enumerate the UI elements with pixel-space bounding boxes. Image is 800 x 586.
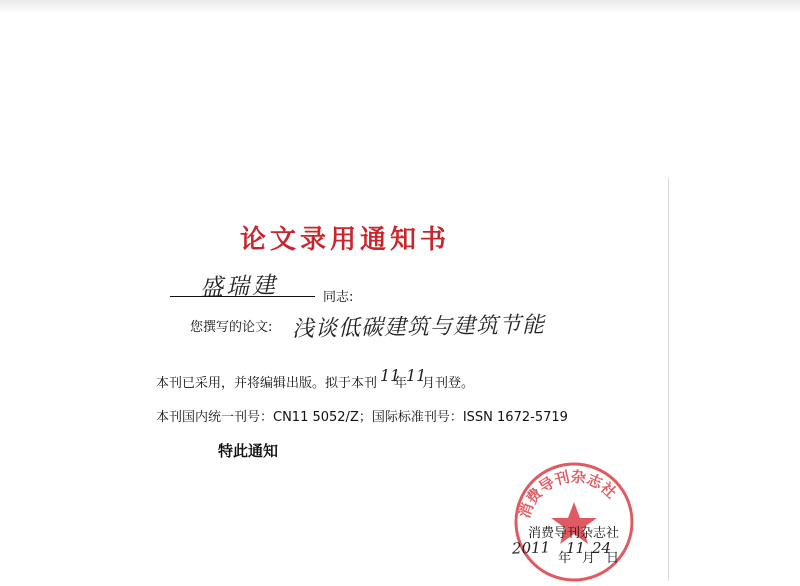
comrade-label: 同志: bbox=[323, 290, 354, 305]
paper-title-handwritten: 浅谈低碳建筑与建筑节能 bbox=[291, 312, 546, 343]
issue-year-handwritten: 11 bbox=[380, 366, 401, 385]
issue-month-handwritten: 11 bbox=[406, 366, 427, 385]
paper-label: 您撰写的论文: bbox=[190, 320, 273, 335]
issue-year-suffix: 年 bbox=[394, 376, 408, 391]
issue-text-prefix: 本刊已采用，并将编辑出版。拟于本刊 bbox=[156, 376, 378, 391]
date-year-handwritten: 2011 bbox=[511, 538, 551, 558]
scan-edge bbox=[0, 0, 800, 14]
svg-text:消费导刊杂志社: 消费导刊杂志社 bbox=[515, 467, 621, 521]
paper-fold-line bbox=[668, 178, 669, 581]
registration-text: 本刊国内统一刊号：CN11 5052/Z；国际标准刊号：ISSN 1672-5719 bbox=[156, 410, 568, 425]
issue-month-suffix: 月刊登。 bbox=[422, 376, 475, 391]
date-day-handwritten: 24 bbox=[592, 539, 612, 557]
date-day-suffix: 日 bbox=[606, 551, 620, 566]
date-month-handwritten: 11 bbox=[566, 539, 586, 557]
document-title: 论文录用通知书 bbox=[240, 225, 451, 255]
notice-text: 特此通知 bbox=[218, 442, 279, 460]
author-name-handwritten: 盛瑞建 bbox=[199, 272, 279, 302]
organization-name: 消费导刊杂志社 bbox=[528, 526, 620, 541]
date-year-suffix: 年 bbox=[558, 551, 572, 566]
date-month-suffix: 月 bbox=[582, 551, 596, 566]
name-underline bbox=[170, 296, 315, 297]
